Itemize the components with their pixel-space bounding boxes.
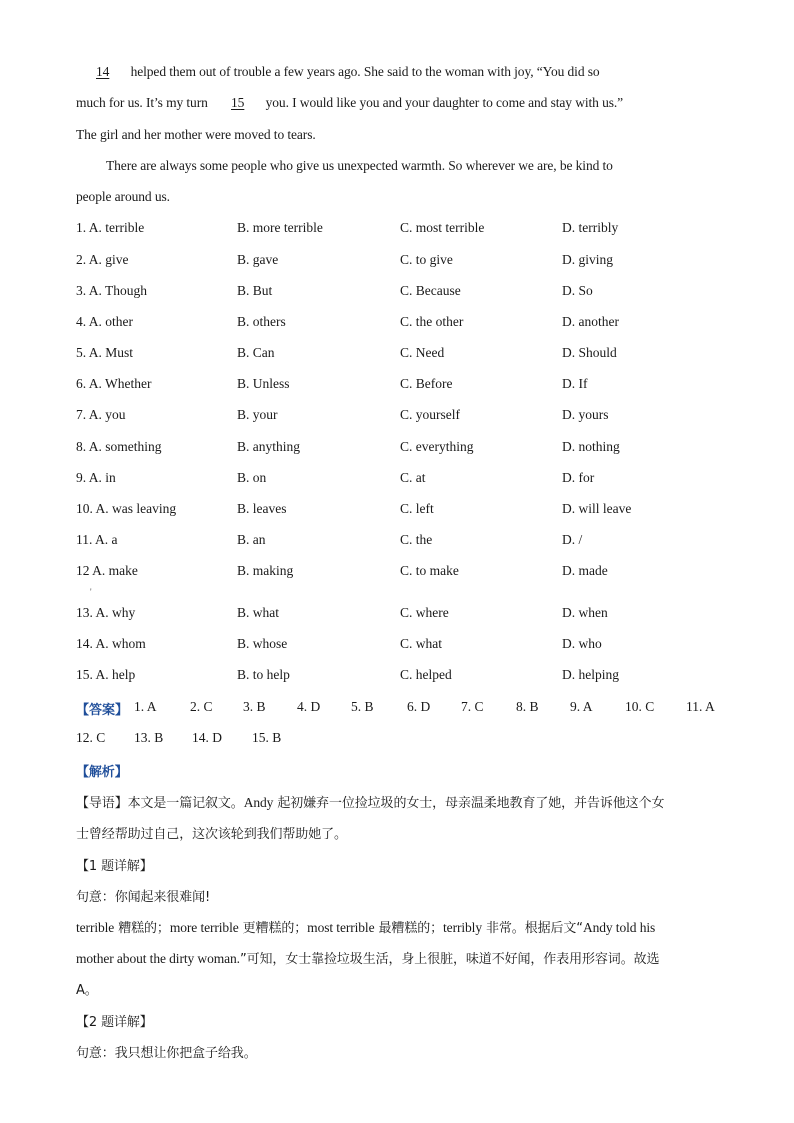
answer-label: 【答案】 xyxy=(76,703,129,718)
option-choice: D. when xyxy=(562,605,608,620)
option-choice: C. to give xyxy=(400,252,453,267)
option-choice: 15. A. help xyxy=(76,667,136,682)
q1-sentence: 句意：你闻起来很难闻! xyxy=(76,890,211,905)
option-choice: 6. A. Whether xyxy=(76,376,152,391)
option-choice: 5. A. Must xyxy=(76,345,134,360)
option-choice: B. But xyxy=(237,283,273,298)
option-choice: D. who xyxy=(562,636,602,651)
answer-item: 13. B xyxy=(134,730,164,745)
option-row xyxy=(76,667,726,685)
passage-line-2: much for us. It’s my turn 15 you. I would like you and your daughter to come and stay with us.” xyxy=(76,95,624,110)
option-choice: C. what xyxy=(400,636,442,651)
option-row xyxy=(76,439,726,457)
option-choice: D. giving xyxy=(562,252,614,267)
option-choice: B. to help xyxy=(237,667,290,682)
option-row xyxy=(76,407,726,425)
option-choice: C. Because xyxy=(400,283,461,298)
answer-item: 4. D xyxy=(297,699,321,714)
option-choice: C. the other xyxy=(400,314,464,329)
q2-sentence: 句意：我只想让你把盒子给我。 xyxy=(76,1046,257,1061)
option-choice: D. Should xyxy=(562,345,617,360)
option-choice: 7. A. you xyxy=(76,407,126,422)
option-choice: D. terribly xyxy=(562,220,619,235)
intro-line-1: 【导语】本文是一篇记叙文。Andy 起初嫌弃一位捡垃圾的女士，母亲温柔地教育了她，并告诉他这个女 xyxy=(76,795,665,811)
passage-line-3: The girl and her mother were moved to tears. xyxy=(76,127,316,142)
option-choice: D. So xyxy=(562,283,593,298)
answer-item: 10. C xyxy=(625,699,655,714)
option-choice: B. gave xyxy=(237,252,279,267)
option-choice: C. to make xyxy=(400,563,459,578)
option-choice: B. Unless xyxy=(237,376,290,391)
q1-explain-line-1: terrible 糟糕的；more terrible 更糟糕的；most terrible 最糟糕的；terribly 非常。根据后文“Andy told his xyxy=(76,920,656,936)
option-row xyxy=(76,636,726,654)
option-row xyxy=(76,470,726,488)
answer-item: 1. A xyxy=(134,699,157,714)
option-choice: C. most terrible xyxy=(400,220,485,235)
option-choice: C. at xyxy=(400,470,426,485)
q1-label: 【1 题详解】 xyxy=(76,859,153,874)
option-choice: 10. A. was leaving xyxy=(76,501,177,516)
option-choice: D. for xyxy=(562,470,595,485)
option-choice: 1. A. terrible xyxy=(76,220,145,235)
option-choice: B. Can xyxy=(237,345,275,360)
option-choice: 14. A. whom xyxy=(76,636,146,651)
q1-explain-line-3: A。 xyxy=(76,983,98,998)
option-row xyxy=(76,252,726,270)
option-choice: D. yours xyxy=(562,407,609,422)
answer-item: 6. D xyxy=(407,699,431,714)
analysis-label-line xyxy=(76,761,128,780)
option-choice: D. helping xyxy=(562,667,619,682)
option-choice: D. / xyxy=(562,532,583,547)
blank-15: 15 xyxy=(231,95,245,110)
option-choice: D. If xyxy=(562,376,588,391)
option-choice: 3. A. Though xyxy=(76,283,148,298)
option-choice: D. made xyxy=(562,563,608,578)
blank-14: 14 xyxy=(96,64,110,79)
option-choice: C. left xyxy=(400,501,434,516)
answer-item: 9. A xyxy=(570,699,593,714)
stray-mark: ' xyxy=(90,587,92,597)
answer-item: 11. A xyxy=(686,699,715,714)
answer-item: 14. D xyxy=(192,730,222,745)
option-choice: 8. A. something xyxy=(76,439,162,454)
option-choice: B. others xyxy=(237,314,286,329)
analysis-label: 【解析】 xyxy=(76,765,128,780)
option-choice: 4. A. other xyxy=(76,314,133,329)
option-choice: 12 A. make xyxy=(76,563,138,578)
option-choice: C. the xyxy=(400,532,433,547)
option-row xyxy=(76,314,726,332)
answer-item: 8. B xyxy=(516,699,539,714)
option-choice: 9. A. in xyxy=(76,470,116,485)
option-choice: 2. A. give xyxy=(76,252,129,267)
option-choice: C. helped xyxy=(400,667,452,682)
option-choice: B. more terrible xyxy=(237,220,323,235)
passage-line-4: There are always some people who give us unexpected warmth. So wherever we are, be kind to xyxy=(106,158,613,173)
option-choice: C. where xyxy=(400,605,449,620)
option-choice: D. nothing xyxy=(562,439,620,454)
option-row xyxy=(76,563,726,581)
option-choice: C. everything xyxy=(400,439,474,454)
option-choice: 13. A. why xyxy=(76,605,136,620)
answer-item: 7. C xyxy=(461,699,484,714)
answer-item: 3. B xyxy=(243,699,266,714)
option-row xyxy=(76,376,726,394)
option-choice: B. what xyxy=(237,605,279,620)
option-choice: D. another xyxy=(562,314,619,329)
option-row xyxy=(76,532,726,550)
option-row xyxy=(76,345,726,363)
answer-item: 2. C xyxy=(190,699,213,714)
option-choice: B. your xyxy=(237,407,278,422)
q2-label: 【2 题详解】 xyxy=(76,1015,153,1030)
q1-explain-line-2: mother about the dirty woman.”可知，女士靠捡垃圾生活，身上很脏，味道不好闻，作表用形容词。故选 xyxy=(76,951,660,967)
option-row xyxy=(76,605,726,623)
intro-line-2: 士曾经帮助过自己，这次该轮到我们帮助她了。 xyxy=(76,827,347,842)
option-row xyxy=(76,501,726,519)
option-choice: C. Need xyxy=(400,345,445,360)
option-choice: C. yourself xyxy=(400,407,460,422)
option-choice: C. Before xyxy=(400,376,453,391)
option-choice: D. will leave xyxy=(562,501,632,516)
passage-line-5: people around us. xyxy=(76,189,170,204)
option-choice: B. making xyxy=(237,563,294,578)
option-choice: 11. A. a xyxy=(76,532,118,547)
option-choice: B. on xyxy=(237,470,267,485)
option-row xyxy=(76,220,726,238)
option-choice: B. an xyxy=(237,532,266,547)
option-row xyxy=(76,283,726,301)
option-choice: B. anything xyxy=(237,439,300,454)
option-choice: B. leaves xyxy=(237,501,287,516)
answer-item: 12. C xyxy=(76,730,106,745)
answer-item: 5. B xyxy=(351,699,374,714)
passage-text: helped them out of trouble a few years ago. She said to the woman with joy, “You did so xyxy=(130,64,600,79)
answer-item: 15. B xyxy=(252,730,282,745)
passage-line-1 xyxy=(76,64,600,80)
option-choice: B. whose xyxy=(237,636,288,651)
